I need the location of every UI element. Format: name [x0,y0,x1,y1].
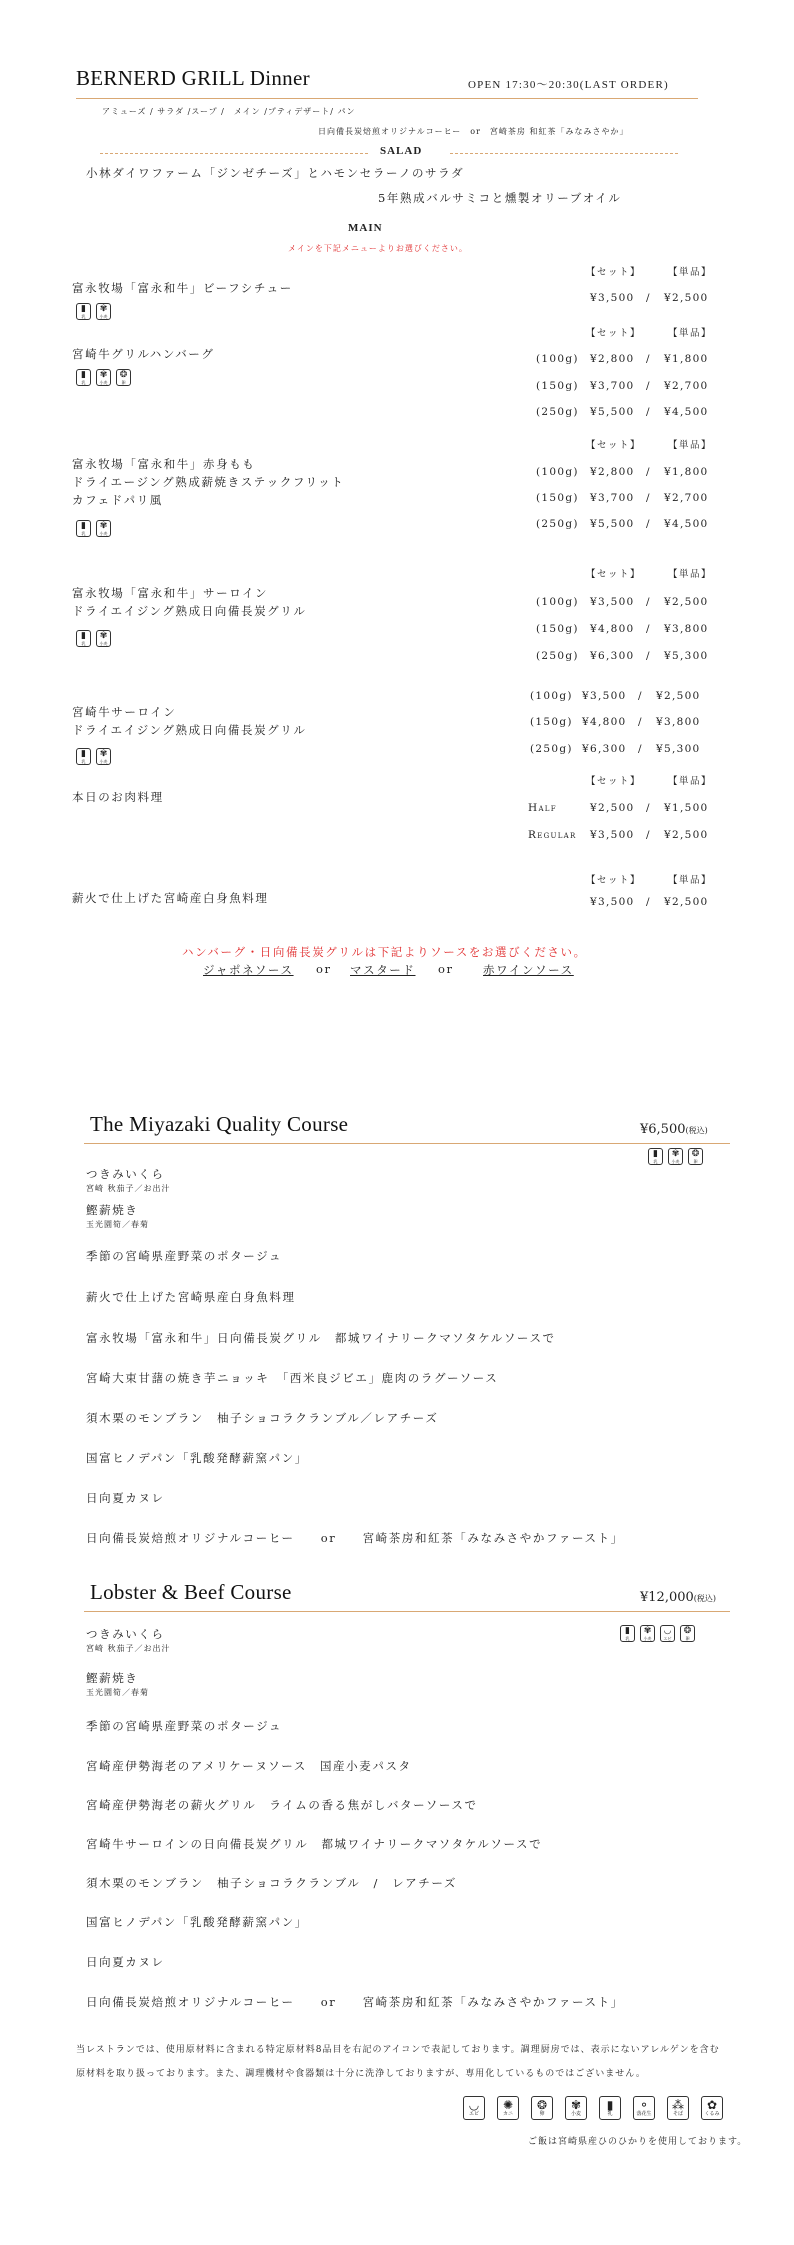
shrimp-icon-caption: エビ [663,1635,672,1641]
single-price: ¥2,500 [664,292,709,304]
price-slash: / [646,492,651,504]
peanut-icon-glyph: ⚬ [638,2097,650,2112]
price-size-label: (250g) [536,518,579,530]
course1-item-detail: 玉光園筍／春菊 [86,1220,149,1229]
sauce-or-1: or [316,962,332,976]
price-slash: / [638,716,643,728]
set-price-header: 【セット】 [586,875,642,886]
sauce-option-red-wine: 赤ワインソース [483,963,574,977]
set-price: ¥3,500 [590,829,635,841]
price-slash: / [646,896,651,908]
allergen-legend [463,2096,723,2120]
price-slash: / [646,650,651,662]
milk-icon-caption: 乳 [81,530,86,536]
milk-icon [76,369,91,386]
course2-price: ¥12,000(税込) [640,1590,717,1605]
soba-icon-label: そば [672,2110,683,2117]
sauce-option-mustard: マスタード [350,963,416,977]
salad-name: 小林ダイワファーム「ジンゼチーズ」とハモンセラーノのサラダ [86,166,465,180]
single-price: ¥1,800 [664,466,709,478]
price-size-label: (100g) [536,353,579,365]
main-note: メインを下記メニューよりお選びください。 [288,244,468,253]
set-price: ¥2,500 [590,802,635,814]
shrimp-icon-glyph: ◡ [468,2097,480,2112]
allergen-note-line2: 原材料を取り扱っております。また、調理機材や食器類は十分に洗浄しておりますが、専用化しているものではございません。 [76,2069,646,2079]
course1-allergen-icons [648,1148,703,1165]
single-price: ¥1,500 [664,802,709,814]
price-slash: / [646,406,651,418]
set-price: ¥2,800 [590,466,635,478]
wheat-icon [96,748,111,765]
course2-allergen-icons [620,1625,695,1642]
course2-tax: (税込) [693,1594,717,1603]
egg-icon-caption: 卵 [121,379,126,385]
price-size-label: (150g) [536,623,579,635]
milk-icon-caption: 乳 [625,1635,630,1641]
single-price: ¥2,500 [664,896,709,908]
milk-icon-glyph: ▮ [653,1148,658,1159]
course1-item-name: 薪火で仕上げた宮崎県産白身魚料理 [86,1290,296,1304]
peanut-icon-label: 落花生 [636,2110,652,2117]
set-price: ¥6,300 [582,743,627,755]
milk-icon-caption: 乳 [81,758,86,764]
single-price-header: 【単品】 [668,875,713,886]
milk-icon [620,1625,635,1642]
wheat-icon-caption: 小麦 [671,1158,680,1164]
wheat-icon [96,369,111,386]
course2-item-name: 須木栗のモンブラン 柚子ショコラクランブル / レアチーズ [86,1876,458,1890]
drink-choice: 日向備長炭焙煎オリジナルコーヒー or 宮崎茶房 和紅茶「みなみさやか」 [318,127,629,136]
main-item-name: 宮崎牛サーロイン [72,705,177,719]
course2-item-name: 宮崎産伊勢海老のアメリケーヌソース 国産小麦パスタ [86,1759,412,1773]
course1-item-detail: 宮崎 秋茄子／お出汁 [86,1184,171,1193]
main-heading: MAIN [348,222,383,234]
wheat-icon-caption: 小麦 [99,758,108,764]
egg-icon [531,2096,553,2120]
egg-icon-glyph: ❂ [119,369,128,380]
milk-icon [76,630,91,647]
wheat-icon-glyph: ✾ [99,303,108,314]
main-item-allergen-icons [76,630,111,647]
set-price: ¥3,500 [590,596,635,608]
single-price: ¥5,300 [664,650,709,662]
set-price: ¥4,800 [582,716,627,728]
wheat-icon-glyph: ✾ [99,520,108,531]
single-price: ¥2,700 [664,492,709,504]
opening-hours: OPEN 17:30〜20:30(LAST ORDER) [468,79,669,91]
single-price: ¥3,800 [656,716,701,728]
wheat-icon [96,520,111,537]
price-slash: / [646,623,651,635]
crab-icon [497,2096,519,2120]
wheat-icon-glyph: ✾ [671,1148,680,1159]
set-price: ¥4,800 [590,623,635,635]
wheat-icon-glyph: ✾ [99,748,108,759]
course1-divider [84,1143,730,1144]
egg-icon-glyph: ❂ [691,1148,700,1159]
price-size-label: (100g) [530,690,573,702]
single-price: ¥4,500 [664,406,709,418]
set-price: ¥3,700 [590,380,635,392]
sauce-option-japonais: ジャポネソース [203,963,294,977]
walnut-icon-label: くるみ [704,2110,720,2117]
price-size-label: (250g) [536,650,579,662]
single-price: ¥4,500 [664,518,709,530]
rice-note: ご飯は宮崎県産ひのひかりを使用しております。 [528,2137,748,2147]
single-price-header: 【単品】 [668,440,713,451]
milk-icon [76,748,91,765]
egg-icon [680,1625,695,1642]
wheat-icon-glyph: ✾ [643,1625,652,1636]
main-item-name: 薪火で仕上げた宮崎産白身魚料理 [72,891,269,905]
egg-icon-caption: 卵 [693,1158,698,1164]
soba-icon-glyph: ⁂ [672,2097,684,2112]
milk-icon-caption: 乳 [81,379,86,385]
milk-icon-glyph: ▮ [81,303,86,314]
wheat-icon [96,303,111,320]
milk-icon [76,303,91,320]
course1-title: The Miyazaki Quality Course [90,1112,349,1136]
soba-icon [667,2096,689,2120]
course2-item-name: つきみいくら [86,1627,165,1641]
peanut-icon [633,2096,655,2120]
set-price-header: 【セット】 [586,328,642,339]
single-price-header: 【単品】 [668,328,713,339]
single-price: ¥3,800 [664,623,709,635]
milk-icon-caption: 乳 [653,1158,658,1164]
egg-icon [688,1148,703,1165]
milk-icon-glyph: ▮ [81,748,86,759]
main-item-name: 富永牧場「富永和牛」ビーフシチュー [72,281,293,295]
course2-divider [84,1611,730,1612]
price-size-label: (100g) [536,466,579,478]
price-slash: / [646,802,651,814]
egg-icon-glyph: ❂ [683,1625,692,1636]
price-size-label: Regular [528,829,577,841]
wheat-icon-glyph: ✾ [99,630,108,641]
single-price-header: 【単品】 [668,776,713,787]
shrimp-icon-glyph: ◡ [663,1625,672,1636]
egg-icon-glyph: ❂ [536,2097,548,2112]
main-item-name: 本日のお肉料理 [72,790,164,804]
main-item-name: 宮崎牛グリルハンバーグ [72,347,215,361]
milk-icon [599,2096,621,2120]
set-price-header: 【セット】 [586,776,642,787]
course1-price: ¥6,500(税込) [640,1122,708,1137]
single-price: ¥2,700 [664,380,709,392]
wheat-icon-glyph: ✾ [570,2097,582,2112]
single-price: ¥1,800 [664,353,709,365]
menu-title: BERNERD GRILL Dinner [76,66,310,90]
main-item-allergen-icons [76,369,131,386]
main-item-name: カフェドパリ風 [72,493,163,507]
price-size-label: (250g) [536,406,579,418]
wheat-icon [640,1625,655,1642]
wheat-icon-label: 小麦 [570,2110,581,2117]
milk-icon-caption: 乳 [81,313,86,319]
course2-item-name: 日向備長炭焙煎オリジナルコーヒー or 宮崎茶房和紅茶「みなみさやかファースト」 [86,1995,624,2009]
price-slash: / [646,596,651,608]
wheat-icon-caption: 小麦 [99,530,108,536]
salad-heading: SALAD [380,145,423,157]
salad-detail: 5年熟成バルサミコと燻製オリーブオイル [378,191,622,205]
salad-divider-right [450,153,678,154]
course2-item-name: 鰹薪焼き [86,1671,139,1685]
sauce-or-2: or [438,962,454,976]
wheat-icon-caption: 小麦 [99,640,108,646]
set-price: ¥3,500 [590,292,635,304]
set-price-header: 【セット】 [586,569,642,580]
price-slash: / [638,743,643,755]
milk-icon-glyph: ▮ [81,630,86,641]
price-slash: / [646,829,651,841]
course2-item-name: 季節の宮崎県産野菜のポタージュ [86,1719,283,1733]
course-flow: アミューズ / サラダ /スープ / メイン /プティデザート/ パン [102,107,356,116]
price-slash: / [646,353,651,365]
price-slash: / [646,292,651,304]
main-item-allergen-icons [76,303,111,320]
wheat-icon-caption: 小麦 [643,1635,652,1641]
price-slash: / [646,466,651,478]
set-price: ¥3,500 [582,690,627,702]
set-price: ¥2,800 [590,353,635,365]
price-size-label: (150g) [536,492,579,504]
set-price: ¥6,300 [590,650,635,662]
wheat-icon-caption: 小麦 [99,379,108,385]
wheat-icon [565,2096,587,2120]
price-size-label: (150g) [530,716,573,728]
milk-icon-glyph: ▮ [606,2097,614,2112]
set-price-header: 【セット】 [586,440,642,451]
price-size-label: (150g) [536,380,579,392]
course1-item-name: 宮崎大束甘藷の焼き芋ニョッキ 「西米良ジビエ」鹿肉のラグーソース [86,1371,499,1385]
price-slash: / [646,518,651,530]
price-size-label: (100g) [536,596,579,608]
course1-item-name: つきみいくら [86,1167,165,1181]
set-price: ¥3,700 [590,492,635,504]
course2-title: Lobster & Beef Course [90,1580,292,1604]
single-price-header: 【単品】 [668,569,713,580]
milk-icon [76,520,91,537]
single-price-header: 【単品】 [668,267,713,278]
milk-icon [648,1148,663,1165]
main-item-name: 富永牧場「富永和牛」サーロイン [72,586,269,600]
shrimp-icon [463,2096,485,2120]
wheat-icon [96,630,111,647]
milk-icon-glyph: ▮ [81,520,86,531]
milk-icon-glyph: ▮ [81,369,86,380]
price-slash: / [638,690,643,702]
milk-icon-label: 乳 [607,2110,613,2117]
main-item-name: ドライエイジング熟成日向備長炭グリル [72,604,307,618]
set-price: ¥5,500 [590,406,635,418]
course2-item-detail: 玉光園筍／春菊 [86,1688,149,1697]
single-price: ¥2,500 [656,690,701,702]
shrimp-icon [660,1625,675,1642]
main-item-name: 富永牧場「富永和牛」赤身もも [72,457,256,471]
crab-icon-glyph: ✺ [502,2097,514,2112]
set-price: ¥5,500 [590,518,635,530]
egg-icon-label: 卵 [539,2110,545,2117]
wheat-icon [668,1148,683,1165]
wheat-icon-glyph: ✾ [99,369,108,380]
course1-item-name: 須木栗のモンブラン 柚子ショコラクランブル／レアチーズ [86,1411,439,1425]
shrimp-icon-label: エビ [468,2110,479,2117]
walnut-icon [701,2096,723,2120]
walnut-icon-glyph: ✿ [706,2097,718,2112]
main-item-allergen-icons [76,520,111,537]
course2-item-name: 宮崎牛サーロインの日向備長炭グリル 都城ワイナリークマソタケルソースで [86,1837,543,1851]
course2-item-name: 国富ヒノデパン「乳酸発酵薪窯パン」 [86,1915,308,1929]
set-price: ¥3,500 [590,896,635,908]
single-price: ¥2,500 [664,829,709,841]
egg-icon-caption: 卵 [685,1635,690,1641]
course1-item-name: 国富ヒノデパン「乳酸発酵薪窯パン」 [86,1451,308,1465]
wheat-icon-caption: 小麦 [99,313,108,319]
course2-item-name: 宮崎産伊勢海老の薪火グリル ライムの香る焦がしバターソースで [86,1798,478,1812]
single-price: ¥5,300 [656,743,701,755]
course2-item-name: 日向夏カヌレ [86,1955,165,1969]
set-price-header: 【セット】 [586,267,642,278]
course2-item-detail: 宮崎 秋茄子／お出汁 [86,1644,171,1653]
egg-icon [116,369,131,386]
single-price: ¥2,500 [664,596,709,608]
milk-icon-glyph: ▮ [625,1625,630,1636]
milk-icon-caption: 乳 [81,640,86,646]
price-slash: / [646,380,651,392]
allergen-note-line1: 当レストランでは、使用原材料に含まれる特定原材料8品目を右記のアイコンで表記しております。調理厨房では、表示にないアレルゲンを含む [76,2045,720,2055]
main-item-name: ドライエイジング熟成日向備長炭グリル [72,723,307,737]
course1-item-name: 日向夏カヌレ [86,1491,165,1505]
salad-divider-left [100,153,368,154]
crab-icon-label: カニ [502,2110,513,2117]
course1-item-name: 鰹薪焼き [86,1203,139,1217]
course1-item-name: 季節の宮崎県産野菜のポタージュ [86,1249,283,1263]
header-divider [76,98,698,99]
course1-tax: (税込) [685,1126,708,1135]
course1-item-name: 富永牧場「富永和牛」日向備長炭グリル 都城ワイナリークマソタケルソースで [86,1331,556,1345]
price-size-label: Half [528,802,557,814]
price-size-label: (250g) [530,743,573,755]
sauce-note: ハンバーグ・日向備長炭グリルは下記よりソースをお選びください。 [182,945,587,959]
main-item-name: ドライエージング熟成薪焼きステックフリット [72,475,345,489]
main-item-allergen-icons [76,748,111,765]
course1-item-name: 日向備長炭焙煎オリジナルコーヒー or 宮崎茶房和紅茶「みなみさやかファースト」 [86,1531,624,1545]
